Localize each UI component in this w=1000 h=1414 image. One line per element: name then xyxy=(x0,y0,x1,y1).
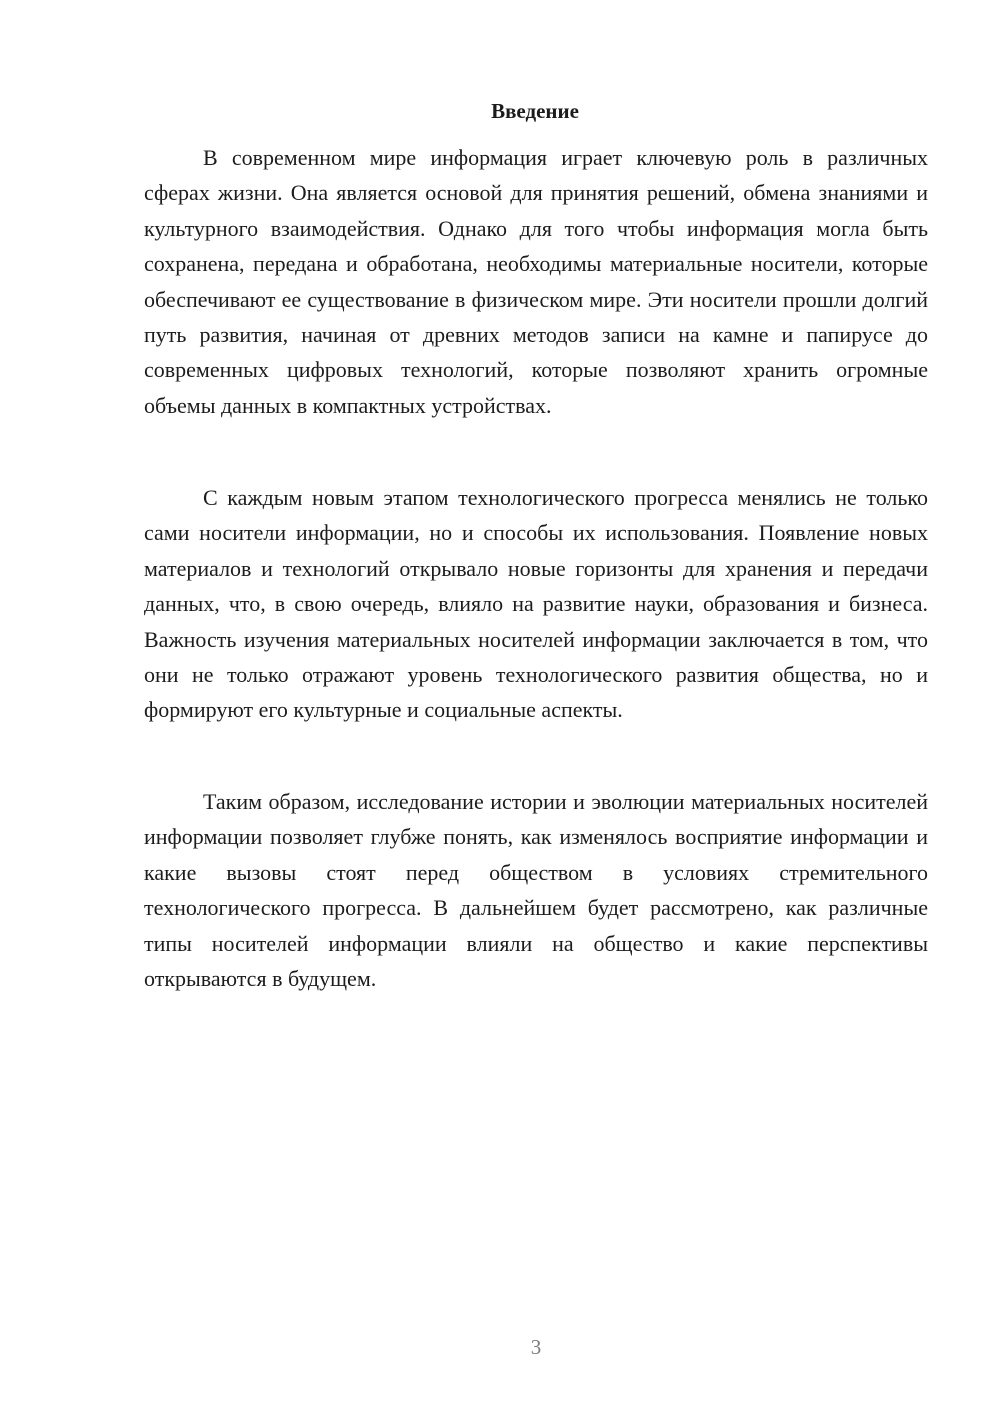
page-number: 3 xyxy=(530,1335,542,1359)
section-title: Введение xyxy=(491,99,579,123)
paragraph-2: С каждым новым этапом технологического прогресса менялись не только сами носители информации, но и способы их использования. Появление новых материалов и технологий открывало новые горизонты для хранения и передачи данных, что, в свою очередь, влияло на развитие науки, образования и бизнеса. Важность изучения материальных носителей информации заключается в том, что они не только отражают уровень технологического развития общества, но и формируют его культурные и социальные аспекты. xyxy=(144,485,928,723)
paragraph-3: Таким образом, исследование истории и эволюции материальных носителей информации позволяет глубже понять, как изменялось восприятие информации и какие вызовы стоят перед обществом в условиях стремительного технологического прогресса. В дальнейшем будет рассмотрено, как различные типы носителей информации влияли на общество и какие перспективы открываются в будущем. xyxy=(144,789,928,992)
paragraph-1: В современном мире информация играет ключевую роль в различных сферах жизни. Она является основой для принятия решений, обмена знаниями и культурного взаимодействия. Однако для того чтобы информация могла быть сохранена, передана и обработана, необходимы материальные носители, которые обеспечивают ее существование в физическом мире. Эти носители прошли долгий путь развития, начиная от древних методов записи на камне и папирусе до современных цифровых технологий, которые позволяют хранить огромные объемы данных в компактных устройствах. xyxy=(144,145,928,418)
